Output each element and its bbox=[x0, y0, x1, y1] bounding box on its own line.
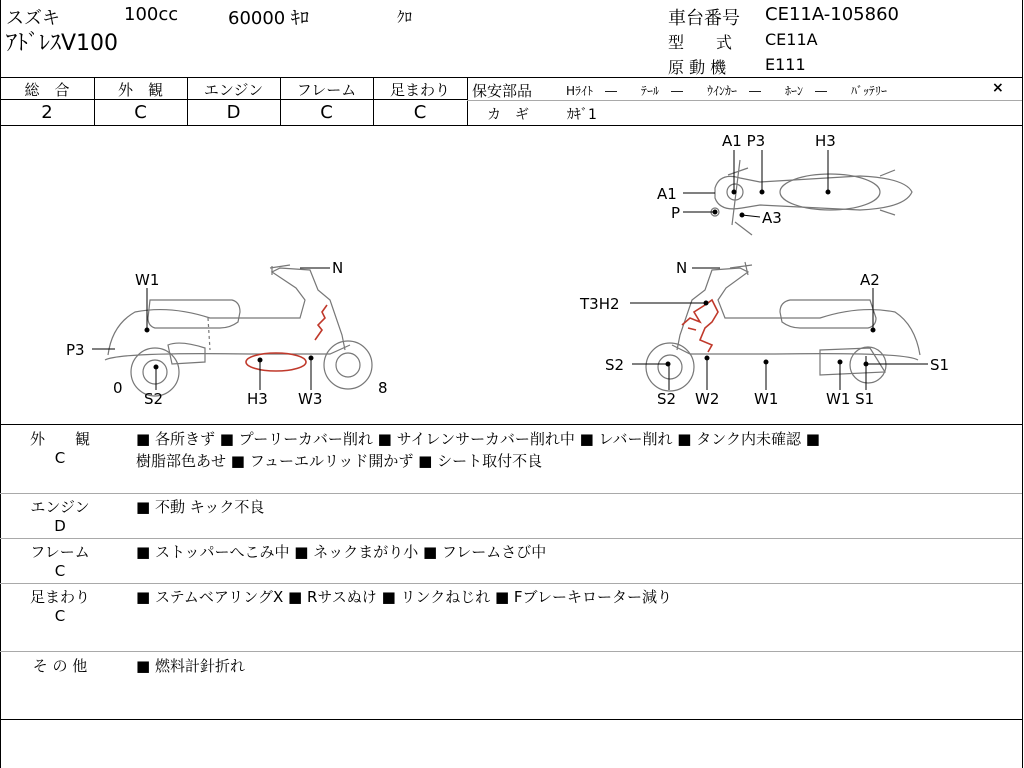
battery-mark: × bbox=[992, 80, 1004, 96]
left-label-eight: 8 bbox=[378, 379, 388, 397]
remark-frame-line1: ■ ストッパーへこみ中 ■ ネックまがり小 ■ フレームさび中 bbox=[136, 543, 547, 561]
remark-exterior-grade: C bbox=[54, 449, 66, 467]
maker: スズキ bbox=[6, 8, 60, 29]
frame-number: CE11A-105860 bbox=[765, 4, 899, 25]
left-label-w3: W3 bbox=[298, 390, 323, 408]
grade-exterior-label: 外 観 bbox=[117, 81, 163, 99]
top-label-a3: A3 bbox=[762, 209, 782, 227]
left-label-s2: S2 bbox=[144, 390, 164, 408]
grade-frame-value: C bbox=[320, 102, 333, 123]
engine-label: 原 動 機 bbox=[668, 58, 727, 77]
remark-engine-grade: D bbox=[54, 517, 66, 535]
right-label-t3h2: T3H2 bbox=[580, 295, 620, 313]
right-label-s2: S2 bbox=[657, 390, 677, 408]
grade-chassis-value: C bbox=[413, 102, 427, 123]
remark-chassis-category: 足まわり bbox=[29, 588, 90, 606]
top-label-p: P bbox=[671, 204, 681, 222]
grade-exterior-value: C bbox=[134, 102, 147, 123]
remark-engine-category: エンジン bbox=[30, 498, 90, 516]
top-label-a1: A1 bbox=[657, 185, 677, 203]
displacement: 100cc bbox=[124, 4, 179, 25]
top-label-h3: H3 bbox=[815, 132, 836, 150]
damage-diagram bbox=[0, 126, 1022, 424]
right-label-n: N bbox=[676, 259, 688, 277]
engine-value: E111 bbox=[765, 55, 806, 74]
right-label-s1-side: S1 bbox=[930, 356, 950, 374]
safety-label: 保安部品 bbox=[472, 82, 533, 100]
remark-chassis-grade: C bbox=[54, 607, 66, 625]
left-label-w1: W1 bbox=[135, 271, 160, 289]
right-label-w1: W1 bbox=[754, 390, 779, 408]
model-name: ｱﾄﾞﾚｽV100 bbox=[6, 31, 119, 56]
right-label-w1-s1: W1 S1 bbox=[826, 390, 875, 408]
top-label-a1-p3: A1 P3 bbox=[722, 132, 766, 150]
frame-number-label: 車台番号 bbox=[668, 8, 740, 29]
remark-other-line1: ■ 燃料計針折れ bbox=[136, 657, 245, 675]
type-label: 型 式 bbox=[668, 33, 733, 52]
key-label: カ ギ bbox=[487, 107, 529, 123]
color: ｸﾛ bbox=[397, 8, 413, 26]
left-label-h3: H3 bbox=[247, 390, 268, 408]
remark-chassis-line1: ■ ステムベアリングX ■ Rサスぬけ ■ リンクねじれ ■ Fブレーキローター減り bbox=[136, 588, 672, 606]
grade-frame-label: フレーム bbox=[296, 81, 357, 99]
type-value: CE11A bbox=[765, 30, 818, 49]
right-label-a2: A2 bbox=[860, 271, 880, 289]
grade-overall-label: 総 合 bbox=[24, 81, 70, 99]
right-label-w2: W2 bbox=[695, 390, 720, 408]
left-label-p3: P3 bbox=[66, 341, 85, 359]
mileage: 60000 ｷﾛ bbox=[228, 8, 309, 29]
right-label-s2-side: S2 bbox=[605, 356, 625, 374]
left-label-n: N bbox=[332, 259, 344, 277]
remark-frame-grade: C bbox=[54, 562, 66, 580]
grade-overall-value: 2 bbox=[41, 102, 53, 123]
remark-exterior-line1: ■ 各所きず ■ プーリーカバー削れ ■ サイレンサーカバー削れ中 ■ レバー削れ ■ タンク内未確認 ■ bbox=[136, 430, 820, 448]
safety-items: Hﾗｲﾄ ― ﾃｰﾙ ― ｳｲﾝｶｰ ― ﾎｰﾝ ― ﾊﾞｯﾃﾘｰ bbox=[566, 84, 888, 98]
remark-exterior-line2: 樹脂部色あせ ■ フューエルリッド開かず ■ シート取付不良 bbox=[136, 452, 543, 470]
remark-engine-line1: ■ 不動 キック不良 bbox=[136, 498, 265, 516]
grade-engine-label: エンジン bbox=[203, 81, 264, 99]
grade-engine-value: D bbox=[226, 102, 241, 123]
grade-chassis-label: 足まわり bbox=[389, 81, 450, 99]
remark-exterior-category: 外 観 bbox=[29, 430, 90, 448]
left-label-zero: 0 bbox=[113, 379, 123, 397]
remark-other-category: そ の 他 bbox=[32, 657, 88, 675]
remark-frame-category: フレーム bbox=[30, 543, 90, 561]
key-value: ｶｷﾞ1 bbox=[567, 107, 597, 123]
